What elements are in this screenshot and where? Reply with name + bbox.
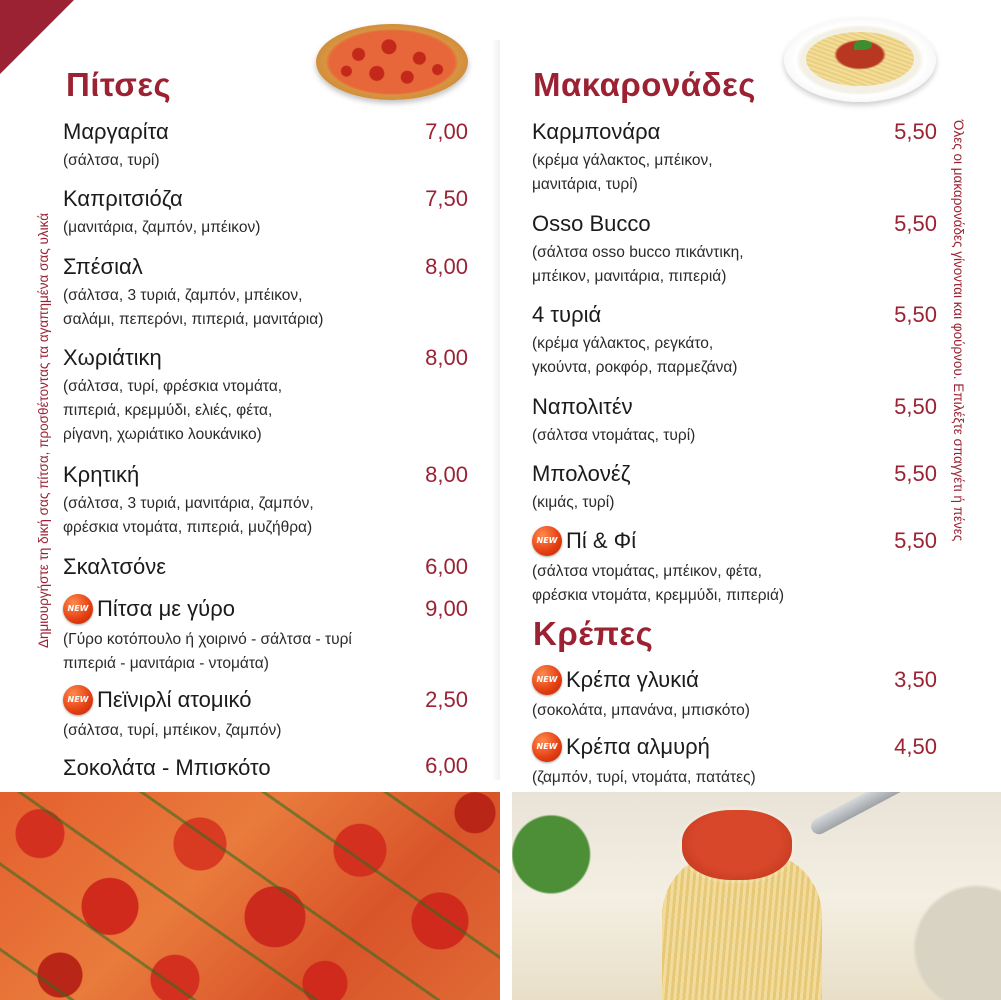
item-name: Σπέσιαλ	[63, 254, 143, 279]
item-desc: γκούντα, ροκφόρ, παρμεζάνα)	[532, 359, 738, 376]
item-desc: (σάλτσα osso bucco πικάντικη,	[532, 244, 744, 261]
new-badge-icon: NEW	[532, 665, 562, 695]
menu-item-bolognese	[532, 461, 630, 515]
item-desc: μανιτάρια, τυρί)	[532, 176, 638, 193]
item-desc: πιπεριά, κρεμμύδι, ελιές, φέτα,	[63, 402, 273, 419]
pizza-column	[0, 0, 500, 790]
menu-item-cretan	[63, 462, 314, 540]
item-desc: (κρέμα γάλακτος, μπέικον,	[532, 152, 713, 169]
crepes-section-title: Κρέπες	[533, 615, 654, 652]
item-name: Καπριτσιόζα	[63, 186, 183, 211]
item-price: 6,00	[425, 753, 468, 778]
item-name: Πί & Φί	[566, 528, 637, 553]
menu-item-capricciosa	[63, 186, 260, 240]
item-desc: (σάλτσα, τυρί)	[63, 152, 160, 169]
new-badge-icon: NEW	[532, 526, 562, 556]
pasta-column	[505, 0, 1001, 790]
item-desc: (σάλτσα, τυρί, μπέικον, ζαμπόν)	[63, 722, 282, 739]
item-name: Πίτσα με γύρο	[97, 596, 235, 621]
item-desc: (σάλτσα, 3 τυριά, ζαμπόν, μπέικον,	[63, 287, 303, 304]
item-desc: ρίγανη, χωριάτικο λουκάνικο)	[63, 426, 262, 443]
menu-item-napolitaine	[532, 394, 695, 448]
item-desc: (κιμάς, τυρί)	[532, 494, 615, 511]
item-name-row	[63, 685, 281, 715]
item-desc: (κρέμα γάλακτος, ρεγκάτο,	[532, 335, 714, 352]
pasta-photo	[512, 792, 1001, 1000]
item-name: Κρέπα αλμυρή	[566, 734, 710, 759]
item-name: Καρμπονάρα	[532, 119, 661, 144]
item-name-row	[532, 732, 756, 762]
item-name: Osso Bucco	[532, 211, 651, 236]
item-price: 8,00	[425, 462, 468, 487]
menu-item-chocolate-biscuit	[63, 755, 271, 781]
pizza-photo	[0, 792, 500, 1000]
item-desc: (σοκολάτα, μπανάνα, μπισκότο)	[532, 702, 750, 719]
item-price: 5,50	[894, 528, 937, 553]
menu-item-pi-fi	[532, 526, 784, 608]
item-name-row	[532, 665, 750, 695]
menu-item-four-cheese	[532, 302, 737, 380]
item-price: 4,50	[894, 734, 937, 759]
item-desc: (σάλτσα, τυρί, φρέσκια ντομάτα,	[63, 378, 283, 395]
item-name: Κρέπα γλυκιά	[566, 667, 699, 692]
item-price: 7,00	[425, 119, 468, 144]
item-name: Σκαλτσόνε	[63, 554, 167, 579]
menu-item-savory-crepe	[532, 732, 756, 790]
item-desc: (σάλτσα, 3 τυριά, μανιτάρια, ζαμπόν,	[63, 495, 314, 512]
menu-item-osso-bucco	[532, 211, 744, 289]
item-desc: μπέικον, μανιτάρια, πιπεριά)	[532, 268, 727, 285]
item-price: 2,50	[425, 687, 468, 712]
new-badge-icon: NEW	[532, 732, 562, 762]
item-desc: (ζαμπόν, τυρί, ντομάτα, πατάτες)	[532, 769, 756, 786]
item-name: 4 τυριά	[532, 302, 602, 327]
item-price: 5,50	[894, 394, 937, 419]
pizza-section-title: Πίτσες	[66, 66, 172, 103]
pasta-side-note: Όλες οι μακαρονάδες γίνονται και φούρνου. Επιλέξτε σπαγγέτι ή πένες	[951, 120, 966, 542]
item-price: 8,00	[425, 254, 468, 279]
menu-item-margarita	[63, 119, 169, 173]
item-price: 3,50	[894, 667, 937, 692]
item-desc: φρέσκια ντομάτα, πιπεριά, μυζήθρα)	[63, 519, 313, 536]
pizza-side-note: Δημιουργήστε τη δική σας πίτσα, προσθέτοντας τα αγαπημένα σας υλικά	[36, 212, 51, 648]
pasta-section-title: Μακαρονάδες	[533, 66, 756, 103]
item-price: 5,50	[894, 302, 937, 327]
menu-item-gyro-pizza	[63, 594, 352, 676]
item-price: 5,50	[894, 461, 937, 486]
menu-item-carbonara	[532, 119, 713, 197]
menu-item-calzone	[63, 554, 166, 580]
item-price: 9,00	[425, 596, 468, 621]
item-price: 7,50	[425, 186, 468, 211]
item-desc: (σάλτσα ντομάτας, μπέικον, φέτα,	[532, 563, 762, 580]
item-name-row	[532, 526, 784, 556]
menu-item-special	[63, 254, 323, 332]
item-name-row	[63, 594, 352, 624]
item-desc: φρέσκια ντομάτα, κρεμμύδι, πιπεριά)	[532, 587, 785, 604]
item-name: Πεϊνιρλί ατομικό	[97, 687, 252, 712]
item-desc: (Γύρο κοτόπουλο ή χοιρινό - σάλτσα - τυρί	[63, 631, 352, 648]
item-desc: (σάλτσα ντομάτας, τυρί)	[532, 427, 696, 444]
item-price: 5,50	[894, 211, 937, 236]
fork-image	[808, 792, 983, 837]
item-name: Σοκολάτα - Μπισκότο	[63, 755, 271, 780]
pasta-plate-image	[784, 18, 936, 102]
menu-item-peinirli	[63, 685, 281, 743]
menu-item-village	[63, 345, 282, 447]
item-price: 8,00	[425, 345, 468, 370]
item-name: Χωριάτικη	[63, 345, 162, 370]
item-name: Μπολονέζ	[532, 461, 631, 486]
new-badge-icon: NEW	[63, 594, 93, 624]
item-desc: (μανιτάρια, ζαμπόν, μπέικον)	[63, 219, 261, 236]
item-desc: πιπεριά - μανιτάρια - ντομάτα)	[63, 655, 269, 672]
item-desc: σαλάμι, πεπερόνι, πιπεριά, μανιτάρια)	[63, 311, 324, 328]
item-name: Κρητική	[63, 462, 140, 487]
item-name: Ναπολιτέν	[532, 394, 633, 419]
item-price: 5,50	[894, 119, 937, 144]
new-badge-icon: NEW	[63, 685, 93, 715]
pizza-image	[316, 24, 468, 100]
item-price: 6,00	[425, 554, 468, 579]
menu-item-sweet-crepe	[532, 665, 750, 723]
item-name: Μαργαρίτα	[63, 119, 169, 144]
